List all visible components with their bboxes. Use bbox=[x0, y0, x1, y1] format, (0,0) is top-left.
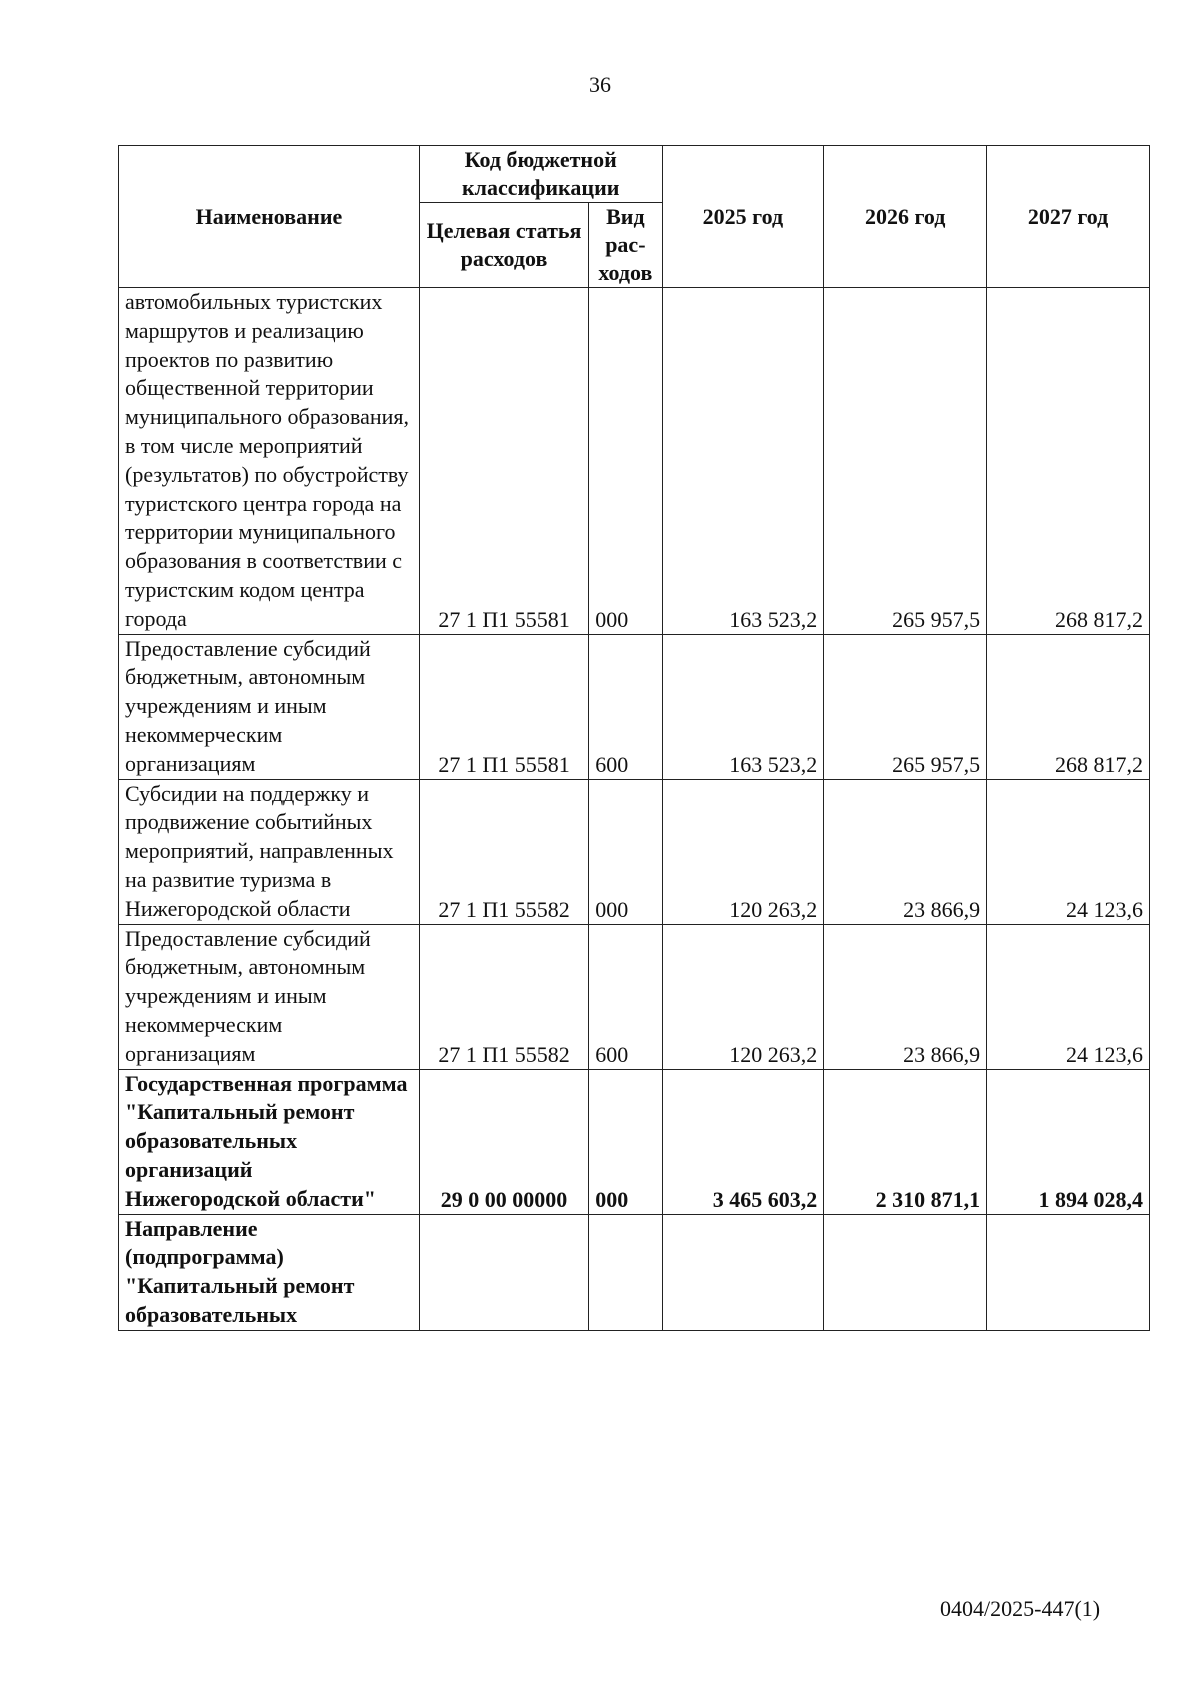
row-expense-type: 000 bbox=[589, 1069, 662, 1214]
page-number: 36 bbox=[589, 72, 611, 97]
table-row bbox=[119, 1069, 1150, 1214]
row-expense-type: 000 bbox=[589, 779, 662, 924]
row-name: Субсидии на поддержку и продвижение событийных мероприятий, направленных на развитие туризма в Нижегородской области bbox=[119, 779, 420, 924]
header-name: Наименование bbox=[119, 146, 420, 288]
row-value-2026: 23 866,9 bbox=[824, 924, 987, 1069]
row-name: Государственная программа "Капитальный ремонт образовательных организаций Нижегородской области" bbox=[119, 1069, 420, 1214]
header-2025: 2025 год bbox=[662, 146, 824, 288]
row-value-2026: 23 866,9 bbox=[824, 779, 987, 924]
row-value-2025 bbox=[662, 1214, 824, 1330]
row-target-code: 27 1 П1 55581 bbox=[419, 634, 588, 779]
row-target-code bbox=[419, 1214, 588, 1330]
row-value-2026: 2 310 871,1 bbox=[824, 1069, 987, 1214]
row-target-code: 27 1 П1 55582 bbox=[419, 924, 588, 1069]
row-name: автомобильных туристских маршрутов и реализацию проектов по развитию общественной территории муниципального образования, в том числе мероприятий (результатов) по обустройству туристского центра города на территории муниципального образования в соответствии с туристским кодом центра города bbox=[119, 288, 420, 635]
row-expense-type: 600 bbox=[589, 634, 662, 779]
header-expense-type: Вид рас-ходов bbox=[589, 203, 662, 288]
table-row bbox=[119, 924, 1150, 1069]
row-value-2025: 120 263,2 bbox=[662, 779, 824, 924]
table-row bbox=[119, 634, 1150, 779]
row-value-2025: 3 465 603,2 bbox=[662, 1069, 824, 1214]
row-value-2027: 24 123,6 bbox=[987, 924, 1150, 1069]
row-value-2027 bbox=[987, 1214, 1150, 1330]
header-kbk: Код бюджетной классификации bbox=[419, 146, 662, 203]
table-row bbox=[119, 288, 1150, 635]
row-value-2025: 120 263,2 bbox=[662, 924, 824, 1069]
row-value-2026: 265 957,5 bbox=[824, 288, 987, 635]
table-row bbox=[119, 779, 1150, 924]
header-2027: 2027 год bbox=[987, 146, 1150, 288]
row-name: Предоставление субсидий бюджетным, автономным учреждениям и иным некоммерческим организациям bbox=[119, 924, 420, 1069]
row-value-2027: 1 894 028,4 bbox=[987, 1069, 1150, 1214]
row-target-code: 29 0 00 00000 bbox=[419, 1069, 588, 1214]
row-name: Направление (подпрограмма) "Капитальный ремонт образовательных bbox=[119, 1214, 420, 1330]
header-target-article: Целевая статья расходов bbox=[419, 203, 588, 288]
row-value-2025: 163 523,2 bbox=[662, 634, 824, 779]
row-expense-type: 600 bbox=[589, 924, 662, 1069]
row-expense-type bbox=[589, 1214, 662, 1330]
row-expense-type: 000 bbox=[589, 288, 662, 635]
row-value-2027: 24 123,6 bbox=[987, 779, 1150, 924]
header-2026: 2026 год bbox=[824, 146, 987, 288]
row-target-code: 27 1 П1 55581 bbox=[419, 288, 588, 635]
table-row bbox=[119, 1214, 1150, 1330]
row-target-code: 27 1 П1 55582 bbox=[419, 779, 588, 924]
row-value-2027: 268 817,2 bbox=[987, 288, 1150, 635]
row-value-2025: 163 523,2 bbox=[662, 288, 824, 635]
row-value-2026 bbox=[824, 1214, 987, 1330]
row-value-2027: 268 817,2 bbox=[987, 634, 1150, 779]
budget-table bbox=[118, 145, 1150, 1331]
row-name: Предоставление субсидий бюджетным, автономным учреждениям и иным некоммерческим организациям bbox=[119, 634, 420, 779]
row-value-2026: 265 957,5 bbox=[824, 634, 987, 779]
document-code: 0404/2025-447(1) bbox=[940, 1596, 1101, 1621]
